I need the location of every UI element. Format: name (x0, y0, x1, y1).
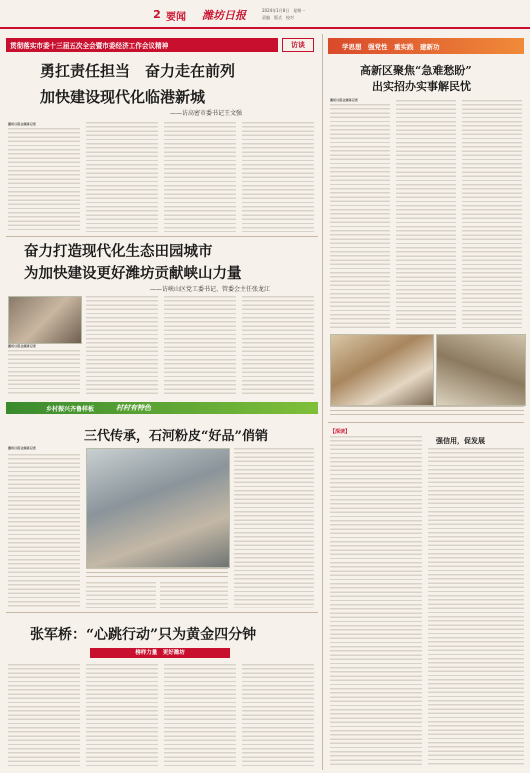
article2-headline1: 奋力打造现代化生态田园城市 (24, 243, 213, 260)
article1-subhead: ——访高密市委书记王文强 (170, 110, 243, 117)
article3-photo (86, 448, 230, 568)
article5-col3-lines (462, 100, 522, 330)
section-divider-1 (6, 236, 318, 237)
column-divider (322, 34, 323, 770)
masthead (0, 0, 530, 30)
article4-tag: 榜样力量 更好潍坊 (90, 648, 230, 658)
banner-tag: 访谈 (282, 38, 314, 52)
article5-headline2: 出实招办实事解民忧 (372, 80, 471, 93)
rural-section-bar (6, 402, 318, 414)
article3-col3-lines (86, 582, 156, 608)
article4-col2-lines (86, 664, 158, 768)
article5-col2-lines (396, 100, 456, 330)
article1-headline2: 加快建设现代化临港新城 (40, 88, 206, 106)
article4-col3-lines (164, 664, 236, 768)
article5-photo (330, 334, 434, 406)
article2-subhead: ——访峡山区党工委书记、管委会主任张龙江 (150, 286, 271, 293)
article3-headline: 三代传承，石河粉皮“好品”俏销 (84, 429, 268, 444)
article1-col2-lines (86, 122, 158, 232)
right-banner-title: 学思想 强党性 重实践 建新功 (342, 43, 440, 51)
rural-bar-left: 乡村振兴齐鲁样板 (46, 406, 95, 413)
right-divider (328, 422, 524, 423)
article1-col1-lines (8, 128, 80, 232)
article4-col1-lines (8, 664, 80, 768)
article3-col4-lines (160, 582, 228, 608)
article5-photo-caption-lines (330, 406, 524, 418)
date-line: 2024年1月8日 星期一 (262, 8, 306, 13)
article3-photo-caption-lines (86, 568, 228, 580)
header-rule (0, 27, 530, 29)
article5-headline1: 高新区聚焦“急难愁盼” (360, 64, 472, 77)
article1-byline: 潍坊日报全媒体记者 (8, 122, 36, 126)
article2-col2-lines (86, 296, 158, 394)
article6-tag: 【深读】 (330, 429, 351, 435)
article5-byline: 潍坊日报全媒体记者 (330, 98, 358, 102)
article6-headline: 强信用，促发展 (436, 436, 485, 445)
right-banner (328, 38, 524, 54)
article2-photo (8, 296, 82, 344)
article1-headline1: 勇扛责任担当 奋力走在前列 (40, 62, 236, 80)
paper-logo: 潍坊日报 (202, 9, 246, 22)
article2-col3-lines (164, 296, 236, 394)
article3-col5-lines (234, 448, 314, 608)
article2-col4-lines (242, 296, 314, 394)
article4-col4-lines (242, 664, 314, 768)
banner (6, 38, 278, 52)
article3-col1-lines (8, 454, 80, 608)
section-label: 要闻 (166, 12, 186, 23)
article2-headline2: 为加快建设更好潍坊贡献峡山力量 (24, 265, 242, 282)
article5-col1-lines (330, 104, 390, 330)
article1-col4-lines (242, 122, 314, 232)
page-number: 2 (153, 8, 161, 21)
article3-byline-wrap (8, 446, 80, 452)
section-divider-2 (6, 612, 318, 613)
article2-byline: 潍坊日报全媒体记者 (8, 344, 36, 348)
article3-byline: 潍坊日报全媒体记者 (8, 446, 36, 450)
editor-line: 责编 版式 校对 (262, 15, 294, 20)
rural-bar-right: 村村有特色 (116, 404, 151, 412)
banner-title: 贯彻落实市委十三届五次全会暨市委经济工作会议精神 (10, 42, 169, 50)
article5-photo-2 (436, 334, 526, 406)
article6-col2-lines (428, 448, 524, 766)
article2-col1-lines (8, 350, 80, 394)
article1-col3-lines (164, 122, 236, 232)
article4-headline: 张军桥：“心跳行动”只为黄金四分钟 (30, 627, 257, 643)
article6-col1-lines (330, 436, 422, 766)
